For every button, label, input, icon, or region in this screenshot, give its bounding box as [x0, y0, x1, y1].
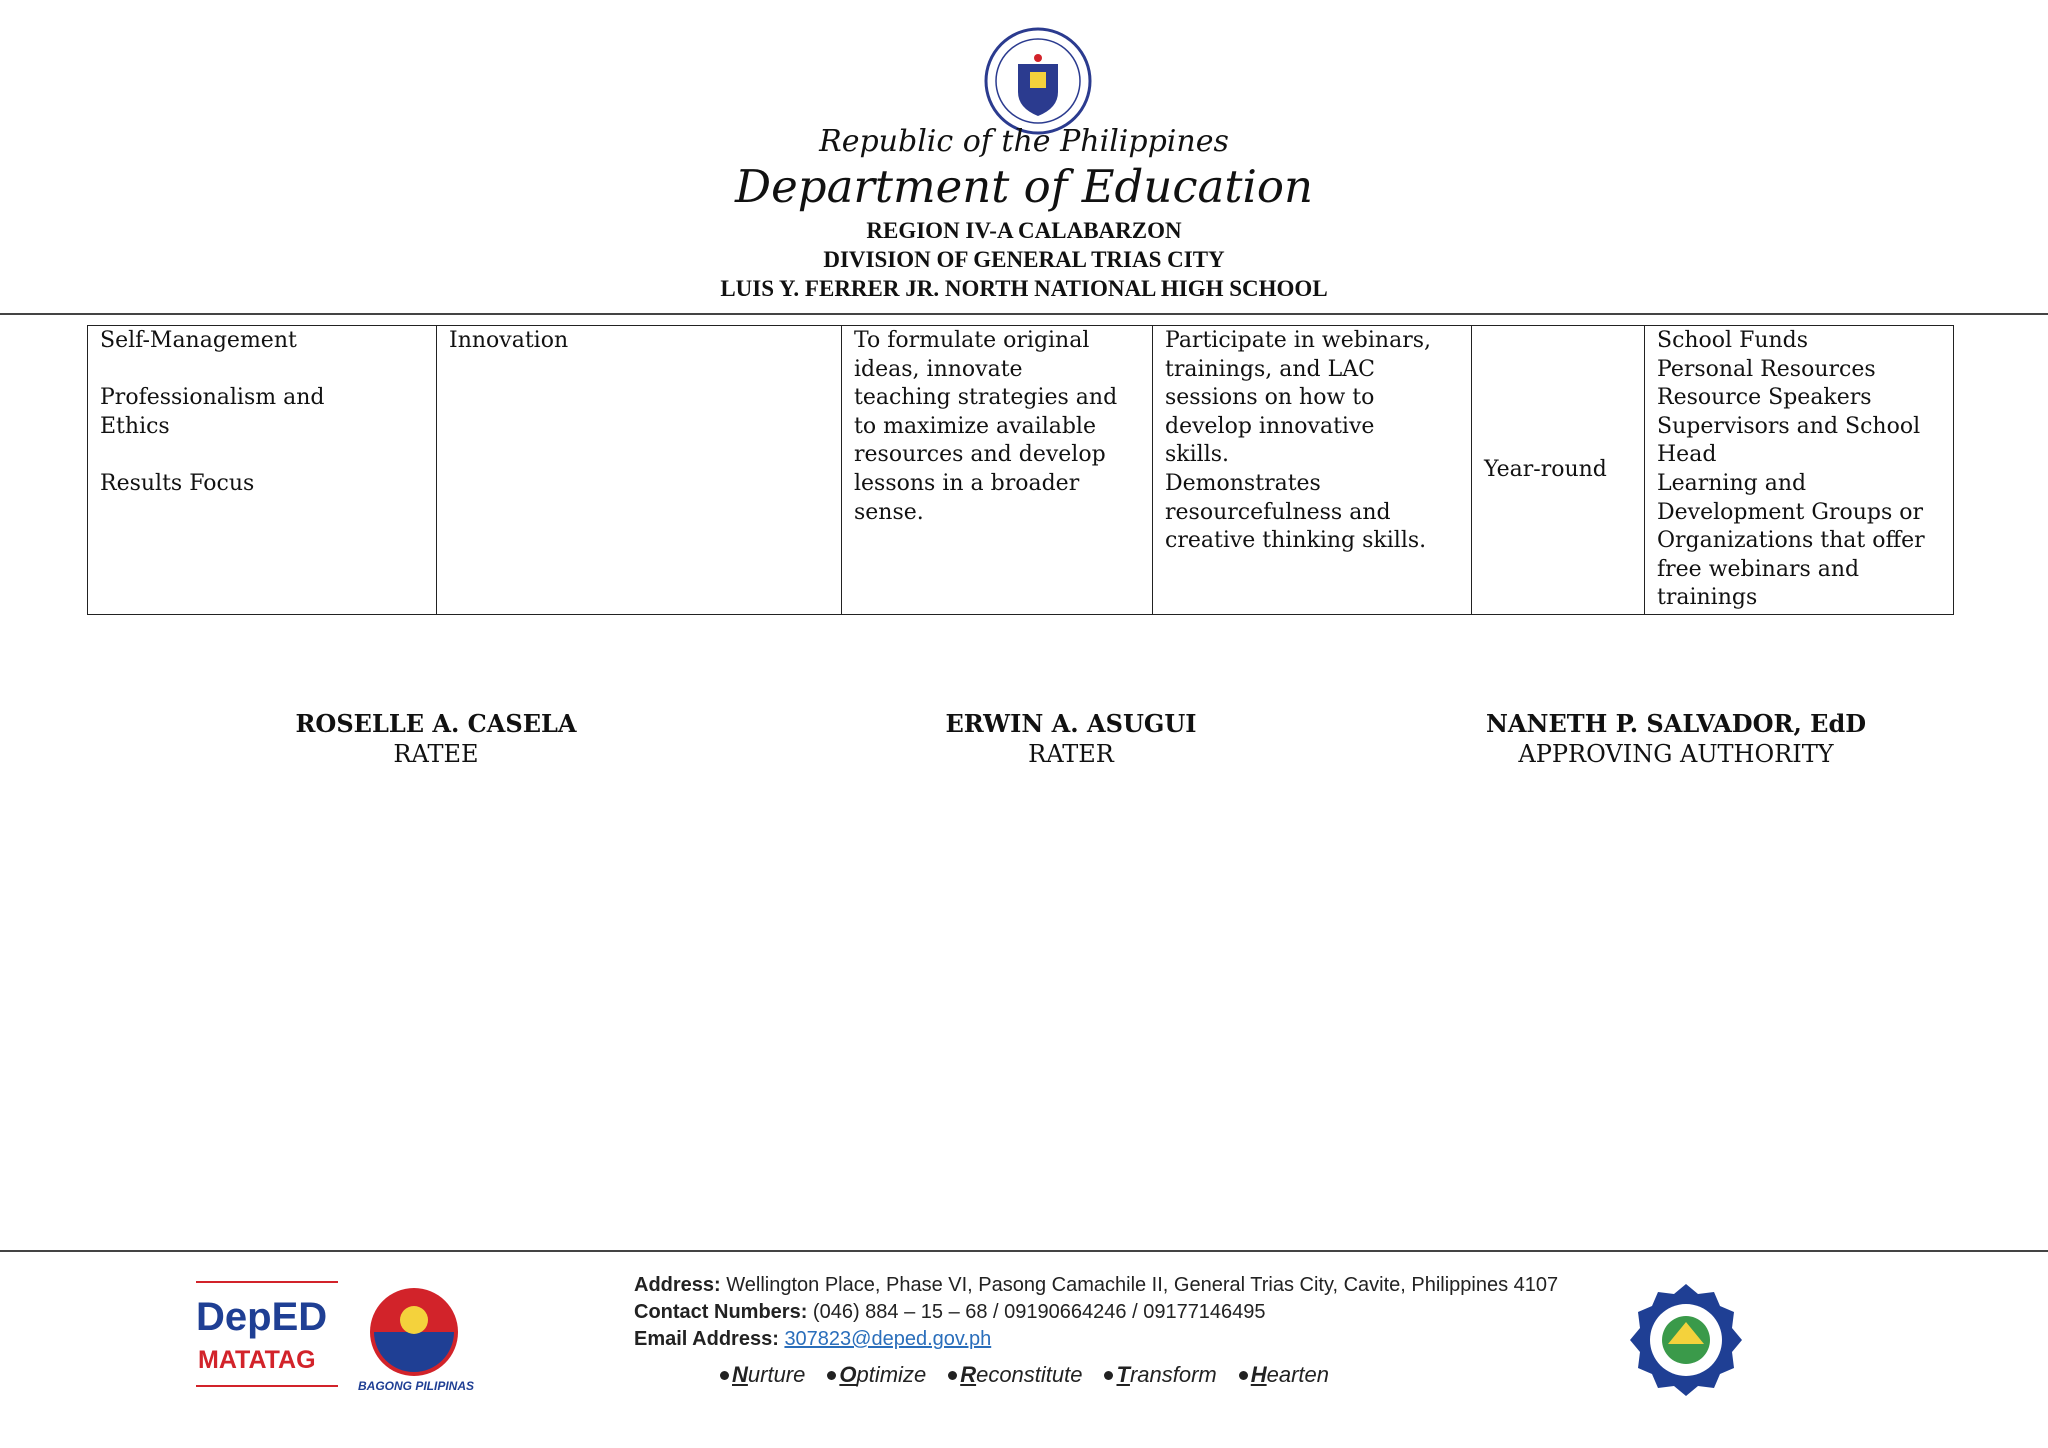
- bullet-icon: [1239, 1371, 1248, 1380]
- development-plan-table: [87, 325, 1954, 615]
- signatory-ratee: [236, 709, 636, 768]
- intervention-cell: Participate in webinars, trainings, and LAC sessions on how to develop innovative skills. Demonstrates resourcefulness and creative thinking skills.: [1153, 326, 1472, 615]
- value-nurture: N urture: [720, 1362, 805, 1388]
- table-row: [88, 326, 1954, 615]
- resources-cell: School Funds Personal Resources Resource Speakers Supervisors and School Head Learning and Development Groups or Organizations that offer free webinars and trainings: [1645, 326, 1954, 615]
- department-title: Department of Education: [735, 160, 1313, 213]
- signatory-name: ROSELLE A. CASELA: [295, 709, 577, 738]
- bullet-icon: [948, 1371, 957, 1380]
- signatory-rater: [871, 709, 1271, 768]
- footer-divider: [0, 1250, 2048, 1252]
- bullet-icon: [1104, 1371, 1113, 1380]
- core-values: [720, 1362, 1329, 1388]
- deped-seal-logo: [983, 26, 1093, 136]
- region-label: REGION IV-A CALABARZON: [866, 218, 1182, 243]
- signatory-role: APPROVING AUTHORITY: [1518, 740, 1834, 768]
- goal-cell: Innovation: [437, 326, 842, 615]
- division-seal-logo: [1628, 1282, 1744, 1398]
- signatory-name: NANETH P. SALVADOR, EdD: [1485, 709, 1867, 738]
- signatory-approving-authority: [1426, 709, 1926, 768]
- republic-label: Republic of the Philippines: [819, 124, 1229, 159]
- division-label: DIVISION OF GENERAL TRIAS CITY: [823, 247, 1225, 272]
- deped-wordmark: DepED: [196, 1295, 328, 1339]
- bullet-icon: [827, 1371, 836, 1380]
- bagong-wordmark: BAGONG PILIPINAS: [358, 1379, 475, 1393]
- footer-address: Address: Wellington Place, Phase VI, Pasong Camachile II, General Trias City, Cavite, Philippines 4107: [634, 1274, 1559, 1296]
- matatag-wordmark: MATATAG: [198, 1346, 316, 1374]
- value-reconstitute: R econstitute: [948, 1362, 1082, 1388]
- email-link[interactable]: 307823@deped.gov.ph: [784, 1328, 992, 1350]
- value-hearten: H earten: [1239, 1362, 1329, 1388]
- timeline-cell: Year-round: [1472, 326, 1645, 615]
- school-label: LUIS Y. FERRER JR. NORTH NATIONAL HIGH SCHOOL: [720, 276, 1328, 301]
- bullet-icon: [720, 1371, 729, 1380]
- header-divider: [0, 313, 2048, 315]
- signatory-role: RATER: [1028, 740, 1114, 768]
- deped-matatag-logo: [196, 1278, 338, 1394]
- value-optimize: O ptimize: [827, 1362, 926, 1388]
- bagong-pilipinas-logo: [358, 1272, 500, 1396]
- signatory-name: ERWIN A. ASUGUI: [945, 709, 1197, 738]
- signatory-role: RATEE: [393, 740, 479, 768]
- value-transform: T ransform: [1104, 1362, 1216, 1388]
- footer-email: Email Address: 307823@deped.gov.ph: [634, 1328, 992, 1350]
- objective-cell: To formulate original ideas, innovate teaching strategies and to maximize available resources and develop lessons in a broader sense.: [842, 326, 1153, 615]
- footer-contact: Contact Numbers: (046) 884 – 15 – 68 / 09190664246 / 09177146495: [634, 1301, 1266, 1323]
- competencies-cell: Self-Management Professionalism and Ethics Results Focus: [88, 326, 437, 615]
